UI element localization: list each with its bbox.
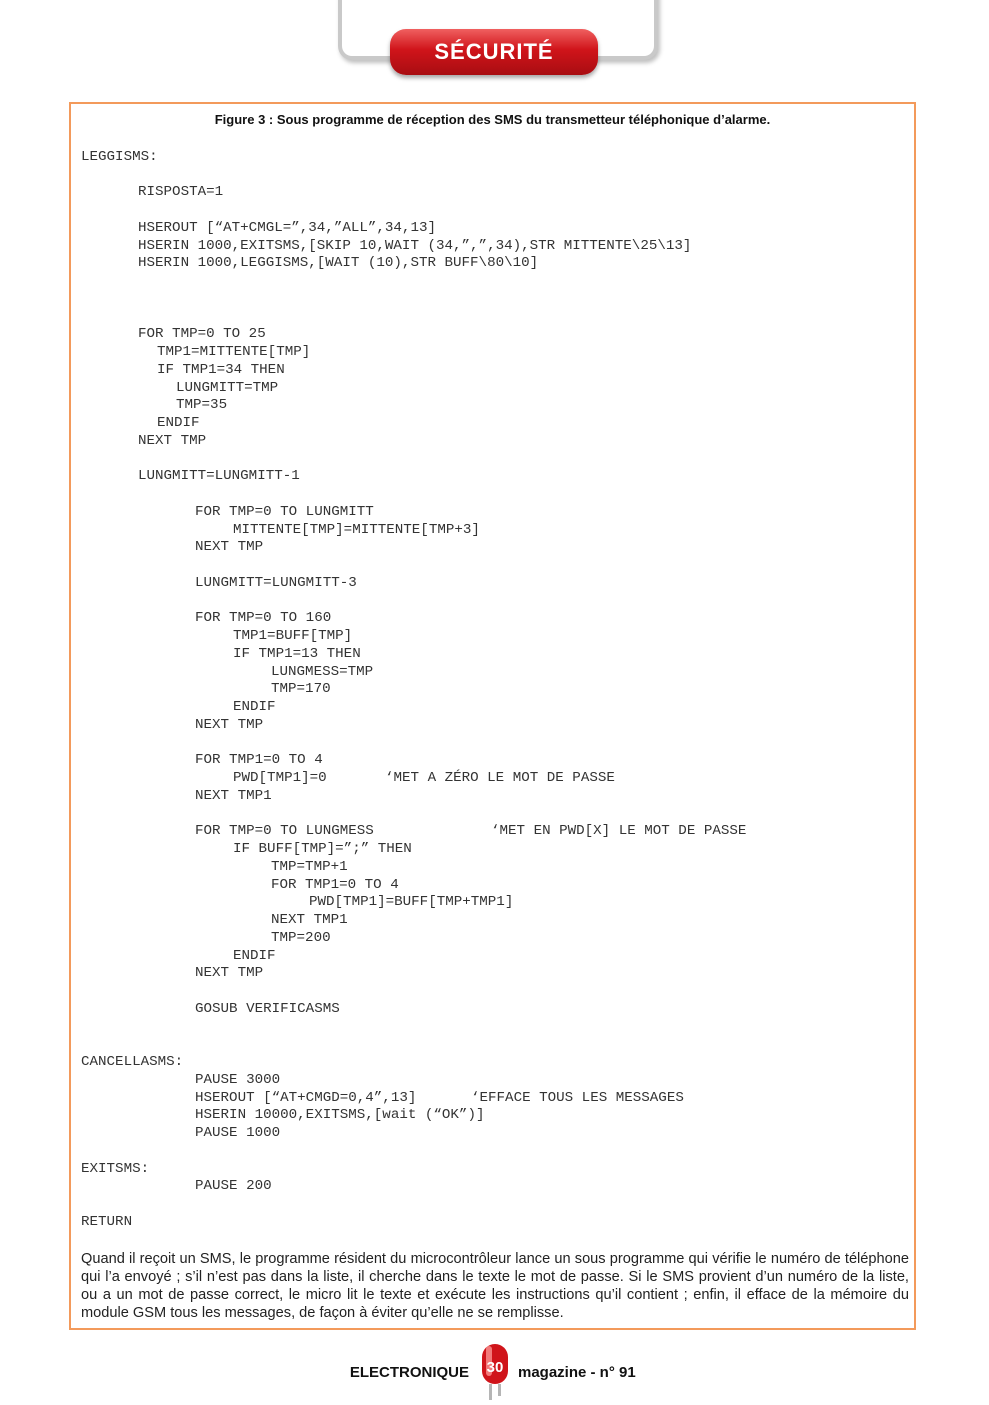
code-line: PAUSE 3000 [195,1072,281,1088]
code-line: NEXT TMP [195,539,264,555]
code-line: LUNGMITT=TMP [176,380,279,396]
code-line: RISPOSTA=1 [138,184,224,200]
code-line: HSEROUT [“AT+CMGD=0,4”,13] [195,1090,417,1106]
code-line: RETURN [81,1214,133,1230]
code-line: LUNGMESS=TMP [271,664,374,680]
code-line: IF TMP1=13 THEN [233,646,361,662]
code-line: TMP1=BUFF[TMP] [233,628,353,644]
code-comment: ‘MET EN PWD[X] LE MOT DE PASSE [491,823,747,839]
code-line: TMP=35 [176,397,228,413]
page-number: 30 [486,1359,504,1376]
footer-magazine-name: ELECTRONIQUE [349,1364,469,1381]
section-label: SÉCURITÉ [390,29,598,75]
code-line: FOR TMP=0 TO 160 [195,610,332,626]
code-line: FOR TMP1=0 TO 4 [271,877,399,893]
code-line: HSERIN 10000,EXITSMS,[wait (“OK”)] [195,1107,485,1123]
footer-issue: magazine - n° 91 [518,1364,636,1381]
code-line: FOR TMP=0 TO LUNGMESS [195,823,374,839]
code-line: NEXT TMP [195,965,264,981]
code-line: PAUSE 1000 [195,1125,281,1141]
code-line: NEXT TMP1 [195,788,272,804]
code-line: LUNGMITT=LUNGMITT-1 [138,468,300,484]
code-line: PWD[TMP1]=BUFF[TMP+TMP1] [309,894,514,910]
code-line: ENDIF [233,948,276,964]
code-comment: ‘MET A ZÉRO LE MOT DE PASSE [385,770,615,786]
code-line: ENDIF [233,699,276,715]
code-line: FOR TMP=0 TO 25 [138,326,266,342]
code-line: TMP=200 [271,930,331,946]
code-line: PAUSE 200 [195,1178,272,1194]
page-footer [0,1344,989,1400]
code-line: HSERIN 1000,EXITSMS,[SKIP 10,WAIT (34,”,”,34),STR MITTENTE\25\13] [138,238,692,254]
code-comment: ‘EFFACE TOUS LES MESSAGES [471,1090,684,1106]
code-line: NEXT TMP [195,717,264,733]
code-line: MITTENTE[TMP]=MITTENTE[TMP+3] [233,522,480,538]
code-line: NEXT TMP [138,433,207,449]
code-line: HSEROUT [“AT+CMGL=”,34,”ALL”,34,13] [138,220,436,236]
code-line: IF BUFF[TMP]=”;” THEN [233,841,412,857]
code-line: FOR TMP1=0 TO 4 [195,752,323,768]
code-line: FOR TMP=0 TO LUNGMITT [195,504,374,520]
code-line: TMP=TMP+1 [271,859,348,875]
figure-caption: Figure 3 : Sous programme de réception des SMS du transmetteur téléphonique d’alarme. [214,112,771,127]
code-line: LEGGISMS: [81,149,158,165]
code-line: LUNGMITT=LUNGMITT-3 [195,575,357,591]
code-line: TMP1=MITTENTE[TMP] [157,344,311,360]
description-paragraph: Quand il reçoit un SMS, le programme résident du microcontrôleur lance un sous programme qui vérifie le numéro de téléphone qui l’a envoyé ; s’il n’est pas dans la liste, il cherche dans le texte le mot de passe. Si le SMS provient d’un numéro de la liste, ou a un mot de passe correct, le micro lit le texte et exécute les instructions qu’il contient ; enfin, il efface de la mémoire du module GSM tous les messages, de façon à éviter qu’elle ne se remplisse. [81,1251,909,1321]
code-line: IF TMP1=34 THEN [157,362,285,378]
code-line: GOSUB VERIFICASMS [195,1001,340,1017]
figure-box [69,102,916,1330]
code-line: CANCELLASMS: [81,1054,184,1070]
code-line: NEXT TMP1 [271,912,348,928]
page-number-badge [480,1344,510,1400]
code-line: HSERIN 1000,LEGGISMS,[WAIT (10),STR BUFF\80\10] [138,255,539,271]
led-icon [480,1344,510,1400]
code-line: TMP=170 [271,681,331,697]
code-line: ENDIF [157,415,200,431]
code-line: EXITSMS: [81,1161,150,1177]
code-line: PWD[TMP1]=0 [233,770,327,786]
